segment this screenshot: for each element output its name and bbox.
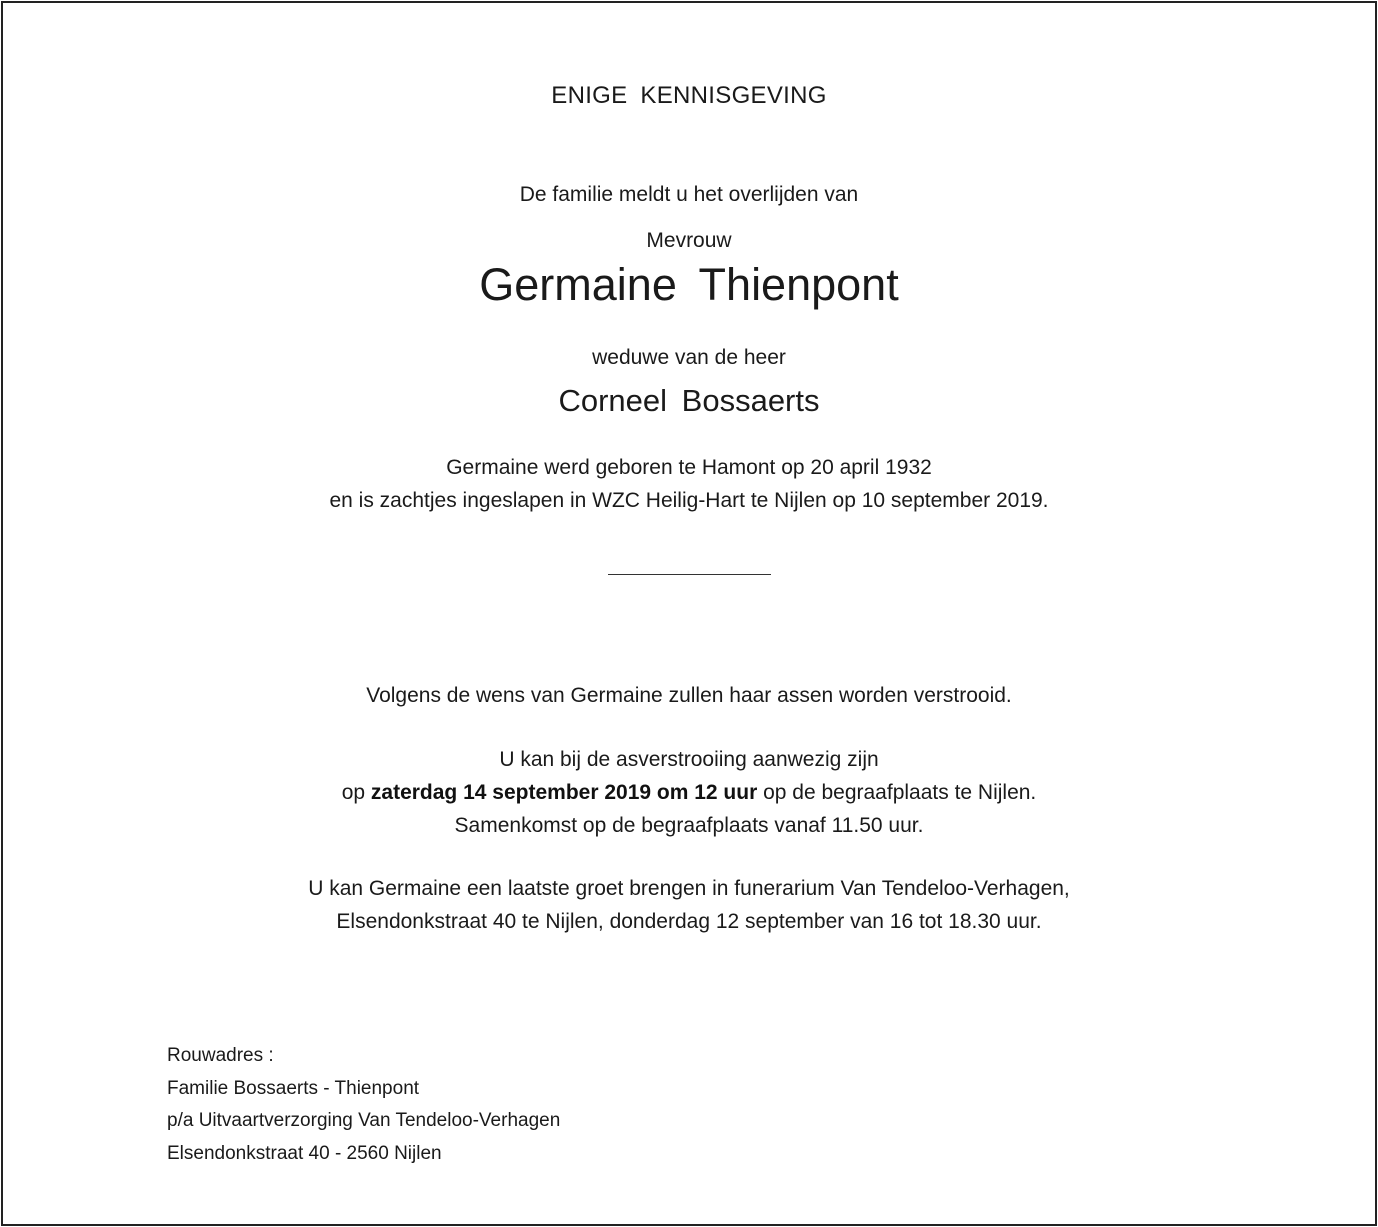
gathering-text: Samenkomst op de begraafplaats vanaf 11.50 uur. <box>454 814 924 837</box>
spouse-name: Corneel Bossaerts <box>558 383 820 418</box>
address-care-of: p/a Uitvaartverzorging Van Tendeloo-Verhagen <box>167 1110 561 1131</box>
address-family: Familie Bossaerts - Thienpont <box>167 1077 420 1099</box>
address-street: Elsendonkstraat 40 - 2560 Nijlen <box>167 1142 442 1164</box>
farewell-line-2: Elsendonkstraat 40 te Nijlen, donderdag 12 september van 16 tot 18.30 uur. <box>336 910 1042 933</box>
deceased-name: Germaine Thienpont <box>479 259 899 310</box>
birth-line: Germaine werd geboren te Hamont op 20 april 1932 <box>446 456 932 479</box>
ashes-wish-text: Volgens de wens van Germaine zullen haar assen worden verstrooid. <box>366 684 1012 707</box>
attendance-prefix: op <box>341 781 371 804</box>
address-label: Rouwadres : <box>167 1045 274 1066</box>
salutation: Mevrouw <box>646 229 732 252</box>
relation-text: weduwe van de heer <box>592 346 786 369</box>
ceremony-datetime: zaterdag 14 september 2019 om 12 uur <box>370 781 758 804</box>
attendance-details <box>0 781 1378 805</box>
attendance-suffix: op de begraafplaats te Nijlen. <box>757 781 1037 804</box>
notice-heading: ENIGE KENNISGEVING <box>551 82 827 109</box>
announcement-text: De familie meldt u het overlijden van <box>519 183 859 206</box>
death-line: en is zachtjes ingeslapen in WZC Heilig-Hart te Nijlen op 10 september 2019. <box>329 489 1049 512</box>
mourning-address <box>167 1040 560 1170</box>
separator-rule <box>608 574 771 575</box>
attendance-intro: U kan bij de asverstrooiing aanwezig zijn <box>499 748 879 771</box>
farewell-line-1: U kan Germaine een laatste groet brengen in funerarium Van Tendeloo-Verhagen, <box>308 877 1070 900</box>
